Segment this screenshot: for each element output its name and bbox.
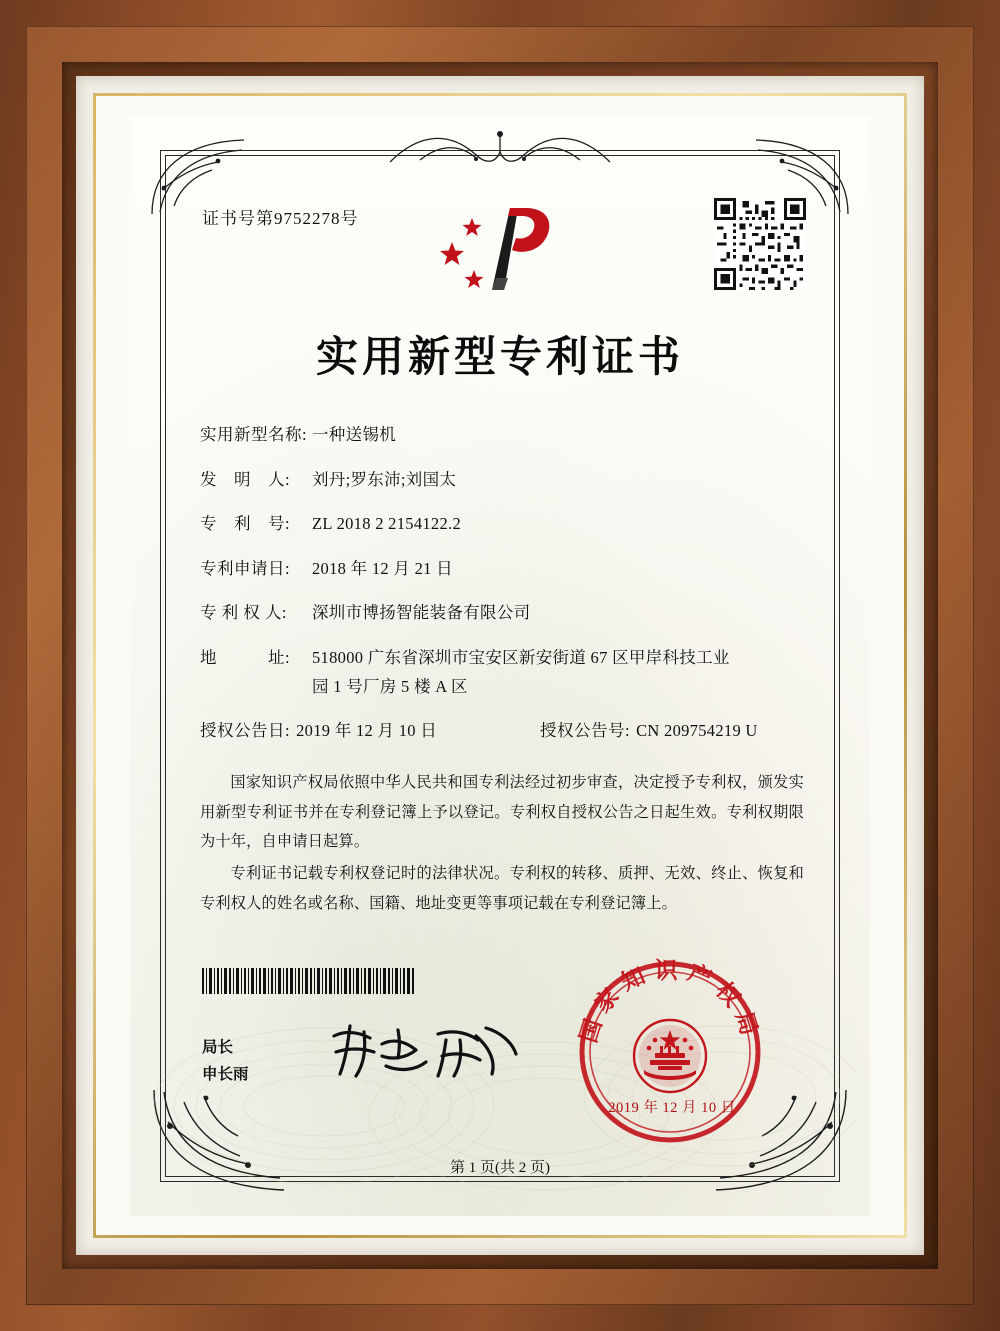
- field-value-grant-number: CN 209754219 U: [636, 720, 758, 740]
- signature-role-label: 局长: [202, 1039, 234, 1056]
- certificate-fields: [200, 422, 800, 763]
- field-value-application-date: 2018 年 12 月 21 日: [312, 558, 453, 578]
- field-grant-date: [200, 718, 540, 744]
- certificate-paper: [130, 116, 870, 1216]
- field-value-address-line2: 园 1 号厂房 5 楼 A 区: [312, 677, 468, 697]
- field-row-grant: [200, 718, 800, 744]
- field-label-grant-date: 授权公告日:: [200, 720, 291, 740]
- official-seal: [570, 952, 770, 1152]
- field-label-patentee: 专 利 权 人:: [200, 603, 287, 623]
- page-title: 实用新型专利证书: [315, 332, 684, 381]
- field-label-application-date: 专利申请日:: [200, 558, 291, 578]
- signature-block: [202, 1034, 249, 1088]
- barcode-icon: [202, 968, 414, 994]
- field-row-name: [200, 422, 800, 448]
- field-label-address: 地 址:: [200, 647, 291, 667]
- field-value-grant-date: 2019 年 12 月 10 日: [296, 720, 438, 740]
- field-row-address: [200, 645, 800, 671]
- qr-code-icon: [714, 198, 806, 290]
- field-row-application-date: [200, 556, 800, 582]
- field-value-name: 一种送锡机: [312, 425, 396, 444]
- certificate-number: 证书号第9752278号: [202, 209, 359, 228]
- legal-body-text: [200, 768, 804, 920]
- field-label-name: 实用新型名称:: [200, 425, 308, 444]
- signature-name: 申长雨: [202, 1066, 249, 1084]
- field-value-address-line1: 518000 广东省深圳市宝安区新安街道 67 区甲岸科技工业: [312, 647, 730, 667]
- field-label-patent-number: 专 利 号:: [200, 514, 291, 534]
- field-value-inventor: 刘丹;罗东沛;刘国太: [312, 469, 457, 489]
- field-row-patentee: [200, 600, 800, 626]
- field-value-patentee: 深圳市博扬智能装备有限公司: [312, 603, 531, 623]
- patent-emblem-icon: [430, 198, 570, 298]
- handwritten-signature: [320, 1016, 530, 1088]
- paragraph-1: 国家知识产权局依照中华人民共和国专利法经过初步审查，决定授予专利权，颁发实用新型专利证书并在专利登记簿上予以登记。专利权自授权公告之日起生效。专利权期限为十年，自申请日起算。: [200, 774, 804, 851]
- seal-date: 2019 年 12 月 10 日: [608, 1100, 736, 1116]
- field-label-grant-number: 授权公告号:: [540, 720, 631, 740]
- field-row-patent-number: [200, 511, 800, 537]
- page-indicator: 第 1 页(共 2 页): [450, 1160, 550, 1176]
- field-value-patent-number: ZL 2018 2 2154122.2: [312, 514, 461, 534]
- field-row-inventor: [200, 467, 800, 493]
- field-label-inventor: 发 明 人:: [200, 469, 291, 489]
- field-grant-number: [540, 718, 758, 744]
- svg-text:国家知识产权局: 国家知识产权局: [574, 957, 766, 1046]
- paragraph-2: 专利证书记载专利权登记时的法律状况。专利权的转移、质押、无效、终止、恢复和专利权人的姓名或名称、国籍、地址变更等事项记载在专利登记簿上。: [200, 864, 804, 912]
